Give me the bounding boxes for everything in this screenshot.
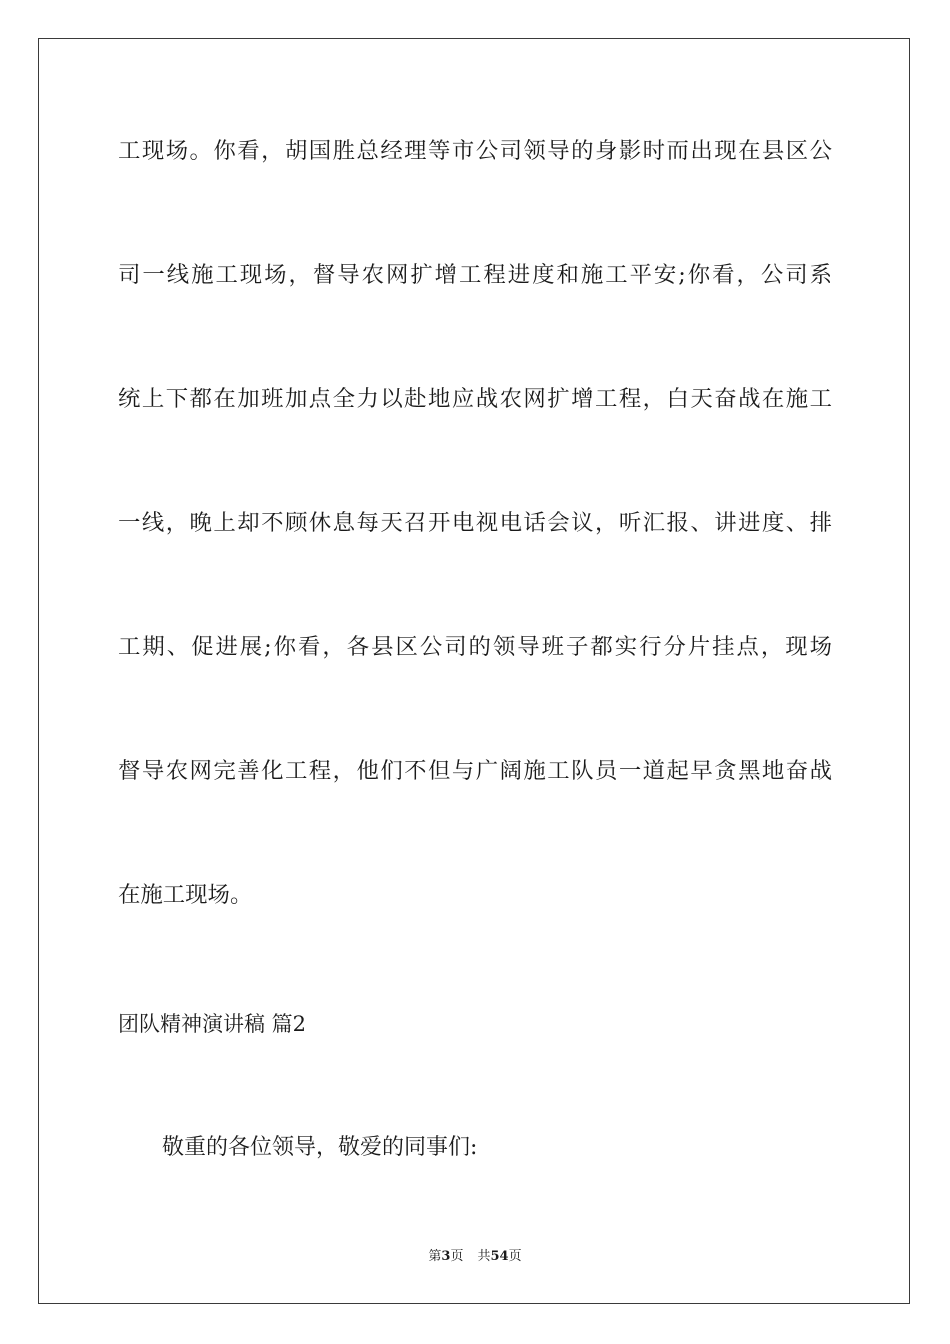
paragraph-line: 一线，晚上却不顾休息每天召开电视电话会议，听汇报、讲进度、排 [118, 510, 832, 536]
paragraph-line: 统上下都在加班加点全力以赴地应战农网扩增工程，白天奋战在施工 [118, 386, 832, 412]
page-prefix: 第 [428, 1249, 442, 1264]
paragraph-line: 司一线施工现场，督导农网扩增工程进度和施工平安;你看，公司系 [118, 262, 832, 288]
paragraph-line: 督导农网完善化工程，他们不但与广阔施工队员一道起早贪黑地奋战 [118, 758, 832, 784]
paragraph-line: 工期、促进展;你看，各县区公司的领导班子都实行分片挂点，现场 [118, 634, 832, 660]
page-border [38, 38, 910, 1304]
page-suffix: 页 [450, 1249, 464, 1264]
total-suffix: 页 [508, 1249, 522, 1264]
page-number: 3 [441, 1249, 451, 1264]
total-prefix: 共 [477, 1249, 491, 1264]
section-heading: 团队精神演讲稿 篇2 [118, 1012, 307, 1036]
page-footer [0, 1248, 950, 1266]
salutation: 敬重的各位领导，敬爱的同事们: [162, 1135, 478, 1160]
paragraph-line: 工现场。你看，胡国胜总经理等市公司领导的身影时而出现在县区公 [118, 138, 832, 164]
paragraph-line: 在施工现场。 [118, 882, 253, 908]
total-pages: 54 [490, 1249, 509, 1264]
